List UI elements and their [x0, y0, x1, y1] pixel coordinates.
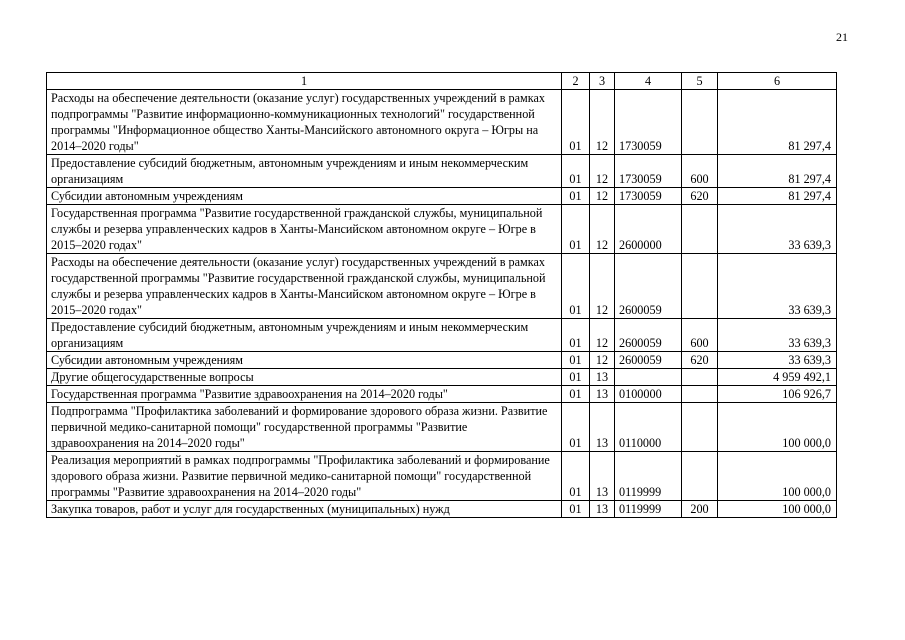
row-section-code: 01: [562, 205, 590, 254]
table-row: [47, 155, 837, 188]
row-expense-type-code: [682, 369, 718, 386]
row-section-code: 01: [562, 90, 590, 155]
row-amount: 33 639,3: [718, 352, 837, 369]
row-subsection-code: 12: [590, 352, 615, 369]
row-expense-type-code: [682, 254, 718, 319]
row-amount: 100 000,0: [718, 501, 837, 518]
row-subsection-code: 12: [590, 155, 615, 188]
row-amount: 106 926,7: [718, 386, 837, 403]
table-body: [47, 90, 837, 518]
row-description: Предоставление субсидий бюджетным, автономным учреждениям и иным некоммерческим организациям: [47, 155, 562, 188]
row-description: Государственная программа "Развитие здравоохранения на 2014–2020 годы": [47, 386, 562, 403]
column-header: 1: [47, 73, 562, 90]
row-subsection-code: 12: [590, 319, 615, 352]
table-row: [47, 452, 837, 501]
column-header: 2: [562, 73, 590, 90]
table-row: [47, 254, 837, 319]
row-expense-type-code: 620: [682, 188, 718, 205]
row-description: Предоставление субсидий бюджетным, автономным учреждениям и иным некоммерческим организациям: [47, 319, 562, 352]
row-expense-type-code: 620: [682, 352, 718, 369]
column-header: 3: [590, 73, 615, 90]
row-target-item-code: 2600059: [615, 254, 682, 319]
row-expense-type-code: 600: [682, 319, 718, 352]
row-section-code: 01: [562, 155, 590, 188]
row-target-item-code: 0119999: [615, 501, 682, 518]
table-row: [47, 188, 837, 205]
row-section-code: 01: [562, 319, 590, 352]
row-description: Субсидии автономным учреждениям: [47, 352, 562, 369]
row-expense-type-code: [682, 90, 718, 155]
row-amount: 33 639,3: [718, 254, 837, 319]
table-row: [47, 501, 837, 518]
row-expense-type-code: [682, 403, 718, 452]
row-expense-type-code: [682, 386, 718, 403]
row-description: Субсидии автономным учреждениям: [47, 188, 562, 205]
table-row: [47, 319, 837, 352]
row-target-item-code: 0110000: [615, 403, 682, 452]
row-section-code: 01: [562, 452, 590, 501]
row-expense-type-code: 600: [682, 155, 718, 188]
row-expense-type-code: 200: [682, 501, 718, 518]
row-description: Другие общегосударственные вопросы: [47, 369, 562, 386]
table-row: [47, 90, 837, 155]
table-row: [47, 386, 837, 403]
row-target-item-code: 2600059: [615, 352, 682, 369]
table-header-row: [47, 73, 837, 90]
row-section-code: 01: [562, 352, 590, 369]
row-target-item-code: 1730059: [615, 155, 682, 188]
row-target-item-code: 1730059: [615, 90, 682, 155]
row-target-item-code: [615, 369, 682, 386]
row-amount: 33 639,3: [718, 319, 837, 352]
row-subsection-code: 12: [590, 254, 615, 319]
row-expense-type-code: [682, 452, 718, 501]
row-section-code: 01: [562, 188, 590, 205]
row-target-item-code: 1730059: [615, 188, 682, 205]
row-target-item-code: 0119999: [615, 452, 682, 501]
column-header: 4: [615, 73, 682, 90]
row-subsection-code: 12: [590, 188, 615, 205]
row-description: Реализация мероприятий в рамках подпрограммы "Профилактика заболеваний и формирование здорового образа жизни. Развитие первичной медико-санитарной помощи" государственной программы "Развитие здравоохранения на 2014–2020 годы": [47, 452, 562, 501]
row-description: Государственная программа "Развитие государственной гражданской службы, муниципальной службы и резерва управленческих кадров в Ханты-Мансийском автономном округе – Югре в 2015–2020 годах": [47, 205, 562, 254]
page-number: 21: [836, 30, 848, 44]
row-section-code: 01: [562, 501, 590, 518]
row-description: Расходы на обеспечение деятельности (оказание услуг) государственных учреждений в рамках подпрограммы "Развитие информационно-коммуникационных технологий" государственной программы "Информационное общество Ханты-Мансийского автономного округа – Югры на 2014–2020 годы": [47, 90, 562, 155]
row-description: Подпрограмма "Профилактика заболеваний и формирование здорового образа жизни. Развитие первичной медико-санитарной помощи" государственной программы "Развитие здравоохранения на 2014–2020 годы": [47, 403, 562, 452]
row-description: Расходы на обеспечение деятельности (оказание услуг) государственных учреждений в рамках государственной программы "Развитие государственной гражданской службы, муниципальной службы и резерва управленческих кадров в Ханты-Мансийском автономном округе – Югре в 2015–2020 годах": [47, 254, 562, 319]
column-header: 6: [718, 73, 837, 90]
row-target-item-code: 2600059: [615, 319, 682, 352]
row-target-item-code: 0100000: [615, 386, 682, 403]
row-section-code: 01: [562, 386, 590, 403]
row-amount: 100 000,0: [718, 452, 837, 501]
row-amount: 81 297,4: [718, 188, 837, 205]
column-header: 5: [682, 73, 718, 90]
row-section-code: 01: [562, 369, 590, 386]
row-expense-type-code: [682, 205, 718, 254]
row-amount: 81 297,4: [718, 155, 837, 188]
row-subsection-code: 13: [590, 403, 615, 452]
table-row: [47, 369, 837, 386]
row-subsection-code: 13: [590, 386, 615, 403]
table-row: [47, 352, 837, 369]
row-subsection-code: 12: [590, 205, 615, 254]
row-subsection-code: 13: [590, 501, 615, 518]
row-target-item-code: 2600000: [615, 205, 682, 254]
row-amount: 4 959 492,1: [718, 369, 837, 386]
row-subsection-code: 13: [590, 452, 615, 501]
row-amount: 100 000,0: [718, 403, 837, 452]
row-section-code: 01: [562, 403, 590, 452]
row-subsection-code: 13: [590, 369, 615, 386]
budget-table: [46, 72, 837, 518]
table-row: [47, 205, 837, 254]
row-description: Закупка товаров, работ и услуг для государственных (муниципальных) нужд: [47, 501, 562, 518]
row-amount: 33 639,3: [718, 205, 837, 254]
row-subsection-code: 12: [590, 90, 615, 155]
row-section-code: 01: [562, 254, 590, 319]
table-row: [47, 403, 837, 452]
row-amount: 81 297,4: [718, 90, 837, 155]
